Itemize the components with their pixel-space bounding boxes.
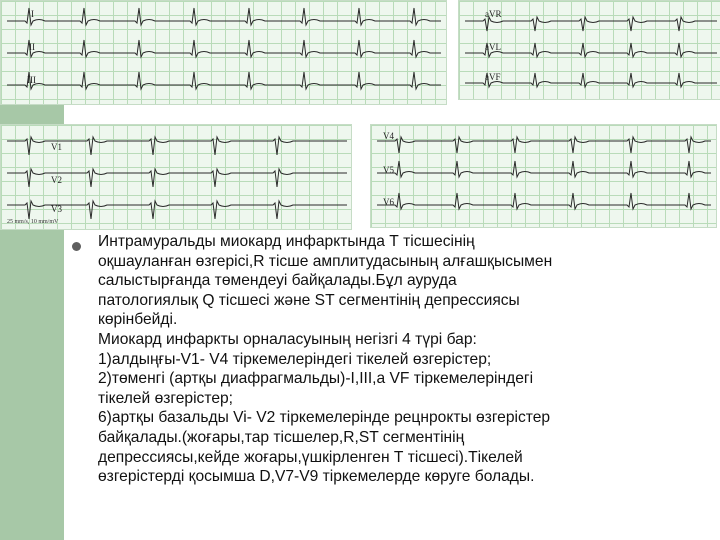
lead-label-V2: V2 xyxy=(51,175,62,185)
text-line: өзгерістерді қосымша D,V7-V9 тіркемелерде көруге болады. xyxy=(98,468,535,486)
ecg-traces-limb-left xyxy=(1,1,446,104)
ecg-trace-line xyxy=(7,40,441,57)
ecg-trace-line xyxy=(377,193,711,209)
text-line: 1)алдыңғы-V1- V4 тіркемелеріндегі тікелей өзгерістер; xyxy=(98,350,492,368)
text-line: Миокард инфаркты орналасуының негізгі 4 түрі бар: xyxy=(98,330,477,348)
text-line: Интрамуральды миокард инфарктында Т тісшесінің xyxy=(98,233,475,250)
lead-label-aVR: aVR xyxy=(485,9,502,19)
ecg-trace-line xyxy=(7,72,441,89)
ecg-limb-leads-left xyxy=(0,0,447,105)
lead-label-II: II xyxy=(29,42,35,52)
lead-label-aVF: aVF xyxy=(485,72,501,82)
ecg-traces-chest-right xyxy=(371,125,716,227)
ecg-trace-line xyxy=(465,73,717,87)
lead-label-III: III xyxy=(27,75,36,85)
text-line: тікелей өзгерістер; xyxy=(98,389,233,407)
text-line: депрессиясы,кейде жоғары,үшкірленген Т тісшесі).Тікелей xyxy=(98,448,523,466)
text-line: 2)төменгі (артқы диафрагмальды)-I,III,a VF тіркемелеріндегі xyxy=(98,370,534,388)
text-line: патологиялық Q тісшесі және ST сегментінің депрессиясы xyxy=(98,291,520,309)
ecg-scale-note: 25 mm/s, 10 mm/mV xyxy=(7,219,59,225)
ecg-trace-line xyxy=(7,8,441,25)
lead-label-V1: V1 xyxy=(51,142,62,152)
ecg-chest-leads-left xyxy=(0,124,352,230)
lead-label-V5: V5 xyxy=(383,165,394,175)
ecg-trace-line xyxy=(465,43,717,57)
lead-label-aVL: aVL xyxy=(485,42,501,52)
bullet-point xyxy=(72,242,81,251)
lead-label-V6: V6 xyxy=(383,197,394,207)
ecg-limb-leads-right xyxy=(458,0,720,100)
lead-label-I: I xyxy=(31,9,34,19)
text-line: көрінбейді. xyxy=(98,311,178,329)
ecg-trace-line xyxy=(465,17,717,31)
ecg-trace-line xyxy=(377,137,711,153)
body-text xyxy=(98,232,698,487)
lead-label-V4: V4 xyxy=(383,131,394,141)
lead-label-V3: V3 xyxy=(51,204,62,214)
text-line: оқшауланған өзгерісі,R тісше амплитудасының алғашқысымен xyxy=(98,252,553,270)
text-line: байқалады.(жоғары,тар тісшелер,R,ST сегментінің xyxy=(98,428,465,446)
text-line: салыстырғанда төмендеуі байқалады.Бұл аурудa xyxy=(98,272,457,290)
text-line: 6)артқы базальды Vi- V2 тіркемелерінде рецнрокты өзгерістер xyxy=(98,409,551,427)
ecg-chest-leads-right xyxy=(370,124,717,228)
ecg-trace-line xyxy=(377,161,711,177)
